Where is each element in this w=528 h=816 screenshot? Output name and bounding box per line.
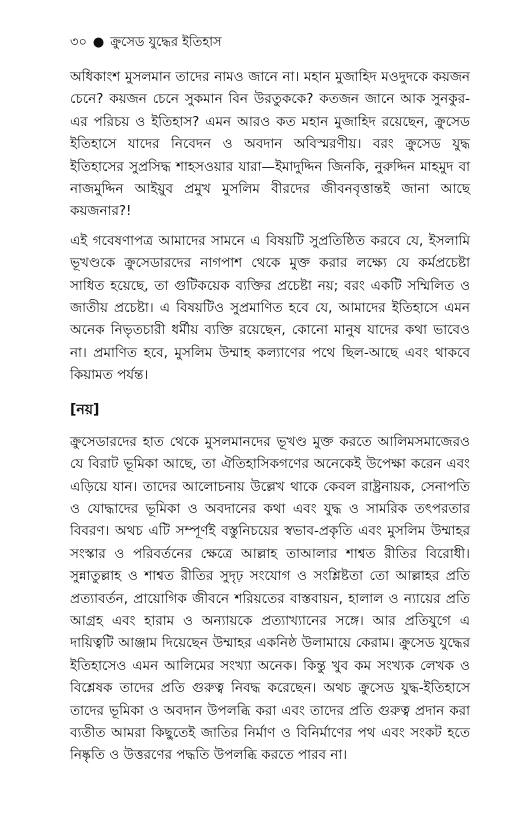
- body-paragraph: এই গবেষণাপত্র আমাদের সামনে এ বিষয়টি সুপ্রতিষ্ঠিত করবে যে, ইসলামি ভূখণ্ডকে ক্রুসেডারদের নাগপাশ থেকে মুক্ত করার লক্ষ্যে যে কর্মপ্রচেষ্টা সাধিত হয়েছে, তা গুটিকয়েক ব্যক্তির প্রচেষ্টা নয়; বরং একটি সম্মিলিত ও জাতীয় প্রচেষ্টা। এ বিষয়টিও সুপ্রমাণিত হবে যে, আমাদের ইতিহাসে এমন অনেক নিভৃতচারী ধর্মীয় ব্যক্তি রয়েছেন, কোনো মানুষ যাদের কথা ভাবেও না। প্রমাণিত হবে, মুসলিম উম্মাহ কল্যাণের পথে ছিল-আছে এবং থাকবে কিয়ামত পর্যন্ত।: [70, 232, 470, 384]
- running-title: ক্রুসেড যুদ্ধের ইতিহাস: [110, 35, 222, 50]
- book-page: [70, 34, 470, 767]
- running-header: [70, 34, 470, 52]
- body-paragraph: ক্রুসেডারদের হাত থেকে মুসলমানদের ভূখণ্ড মুক্ত করতে আলিমসমাজেরও যে বিরাট ভূমিকা আছে, তা ঐতিহাসিকগণের অনেকেই উপেক্ষা করেন এবং এড়িয়ে যান। তাদের আলোচনায় উল্লেখ থাকে কেবল রাষ্ট্রনায়ক, সেনাপতি ও যোদ্ধাদের ভূমিকা ও অবদানের কথা এবং যুদ্ধ ও সামরিক তৎপরতার বিবরণ। অথচ এটি সম্পূর্ণই বস্তুনিচয়ের স্বভাব-প্রকৃতি এবং মুসলিম উম্মাহর সংস্কার ও পরিবর্তনের ক্ষেত্রে আল্লাহ তাআলার শাশ্বত রীতির বিরোধী। সুন্নাতুল্লাহ ও শাশ্বত রীতির সুদৃঢ় সংযোগ ও সংশ্লিষ্টতা তো আল্লাহর প্রতি প্রত্যাবর্তন, প্রায়োগিক জীবনে শরিয়তের বাস্তবায়ন, হালাল ও ন্যায়ের প্রতি আগ্রহ এবং হারাম ও অন্যায়কে প্রত্যাখ্যানের সঙ্গে। আর প্রতিযুগে এ দায়িত্বটি আঞ্জাম দিয়েছেন উম্মাহর একনিষ্ঠ উলামায়ে কেরাম। ক্রুসেড যুদ্ধের ইতিহাসেও এমন আলিমের সংখ্যা অনেক। কিন্তু খুব কম সংখ্যক লেখক ও বিশ্লেষক তাদের প্রতি গুরুত্ব নিবদ্ধ করেছেন। অথচ ক্রুসেড যুদ্ধ-ইতিহাসে তাদের ভূমিকা ও অবদান উপলব্ধি করা এবং তাদের প্রতি গুরুত্ব প্রদান করা ব্যতীত আমরা কিছুতেই জাতির নির্মাণ ও বিনির্মাণের পথ এবং সংকট হতে নিষ্কৃতি ও উত্তরণের পদ্ধতি উপলব্ধি করতে পারব না।: [70, 433, 470, 764]
- page-number: ৩০: [70, 35, 87, 50]
- header-bullet: ●: [92, 35, 105, 50]
- section-heading: [নয়]: [70, 401, 100, 418]
- body-paragraph: অধিকাংশ মুসলমান তাদের নামও জানে না। মহান মুজাহিদ মওদুদকে কয়জন চেনে? কয়জন চেনে সুকমান বিন উরতুককে? কতজন জানে আক সুনকুর-এর পরিচয় ও ইতিহাস? এমন আরও কত মহান মুজাহিদ রয়েছেন, ক্রুসেড ইতিহাসে যাদের নিবেদন ও অবদান অবিস্মরণীয়। বরং ক্রুসেড যুদ্ধ ইতিহাসের সুপ্রসিদ্ধ শাহসওয়ার যারা—ইমাদুদ্দিন জিনকি, নুরুদ্দিন মাহমুদ বা নাজমুদ্দিন আইয়ুব প্রমুখ মুসলিম বীরদের জীবনবৃত্তান্তই জানা আছে কয়জনার?!: [70, 69, 470, 220]
